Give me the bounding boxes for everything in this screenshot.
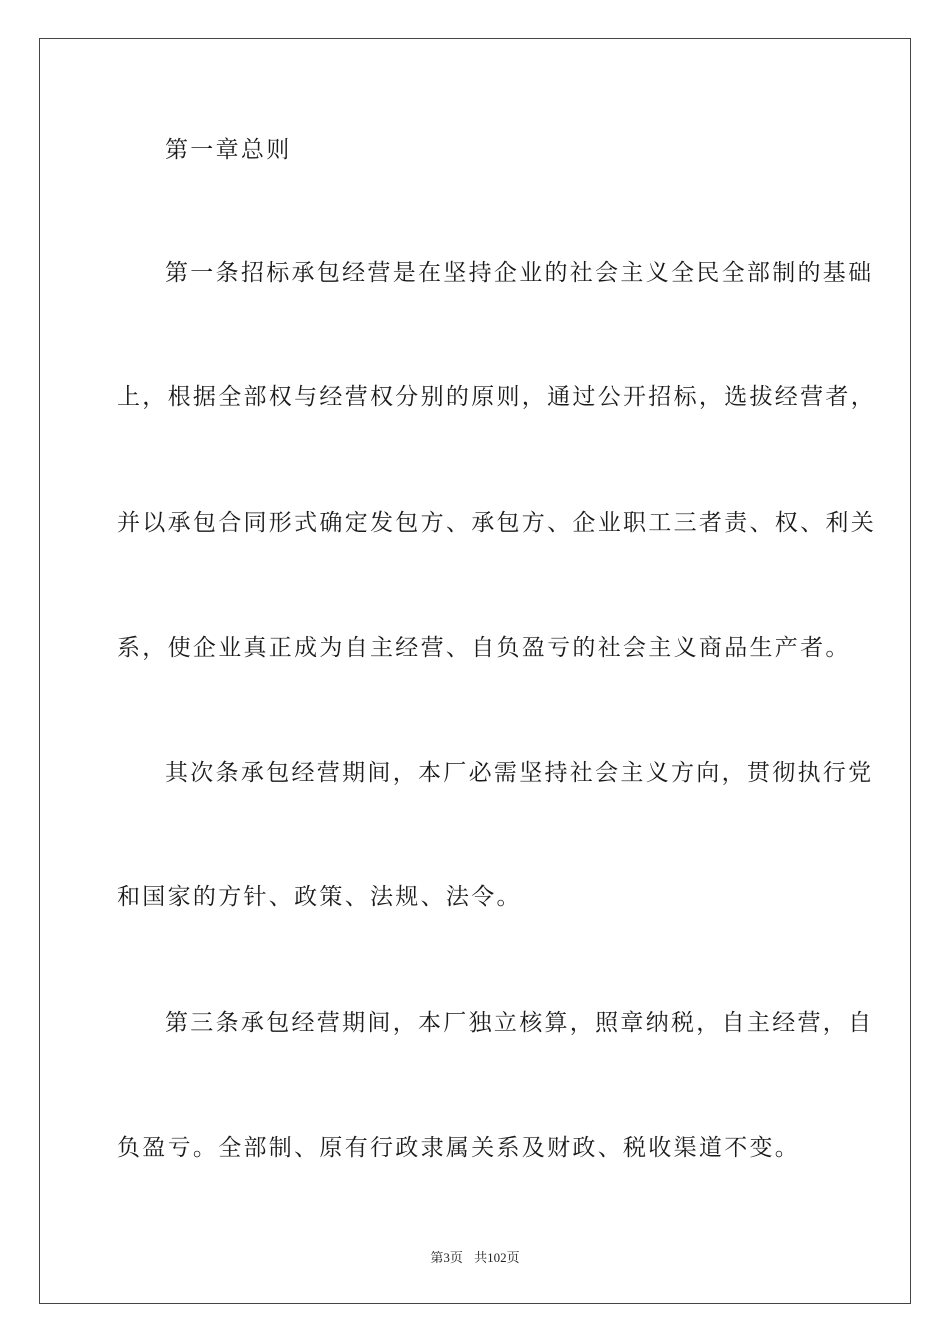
page-footer	[0, 1247, 950, 1266]
body-line: 第三条承包经营期间，本厂独立核算，照章纳税，自主经营，自	[165, 1010, 874, 1036]
body-line: 第一条招标承包经营是在坚持企业的社会主义全民全部制的基础	[165, 260, 874, 286]
body-line: 和国家的方针、政策、法规、法令。	[117, 884, 522, 910]
body-line: 其次条承包经营期间，本厂必需坚持社会主义方向，贯彻执行党	[165, 760, 874, 786]
body-line: 负盈亏。全部制、原有行政隶属关系及财政、税收渠道不变。	[117, 1135, 801, 1161]
page-number: 第3页	[430, 1250, 463, 1265]
body-line: 系，使企业真正成为自主经营、自负盈亏的社会主义商品生产者。	[117, 635, 851, 661]
total-pages: 共102页	[474, 1250, 520, 1265]
page-border	[39, 38, 911, 1304]
chapter-heading: 第一章总则	[165, 137, 292, 163]
body-line: 并以承包合同形式确定发包方、承包方、企业职工三者责、权、利关	[117, 510, 876, 536]
body-line: 上，根据全部权与经营权分别的原则，通过公开招标，选拔经营者，	[117, 384, 876, 410]
